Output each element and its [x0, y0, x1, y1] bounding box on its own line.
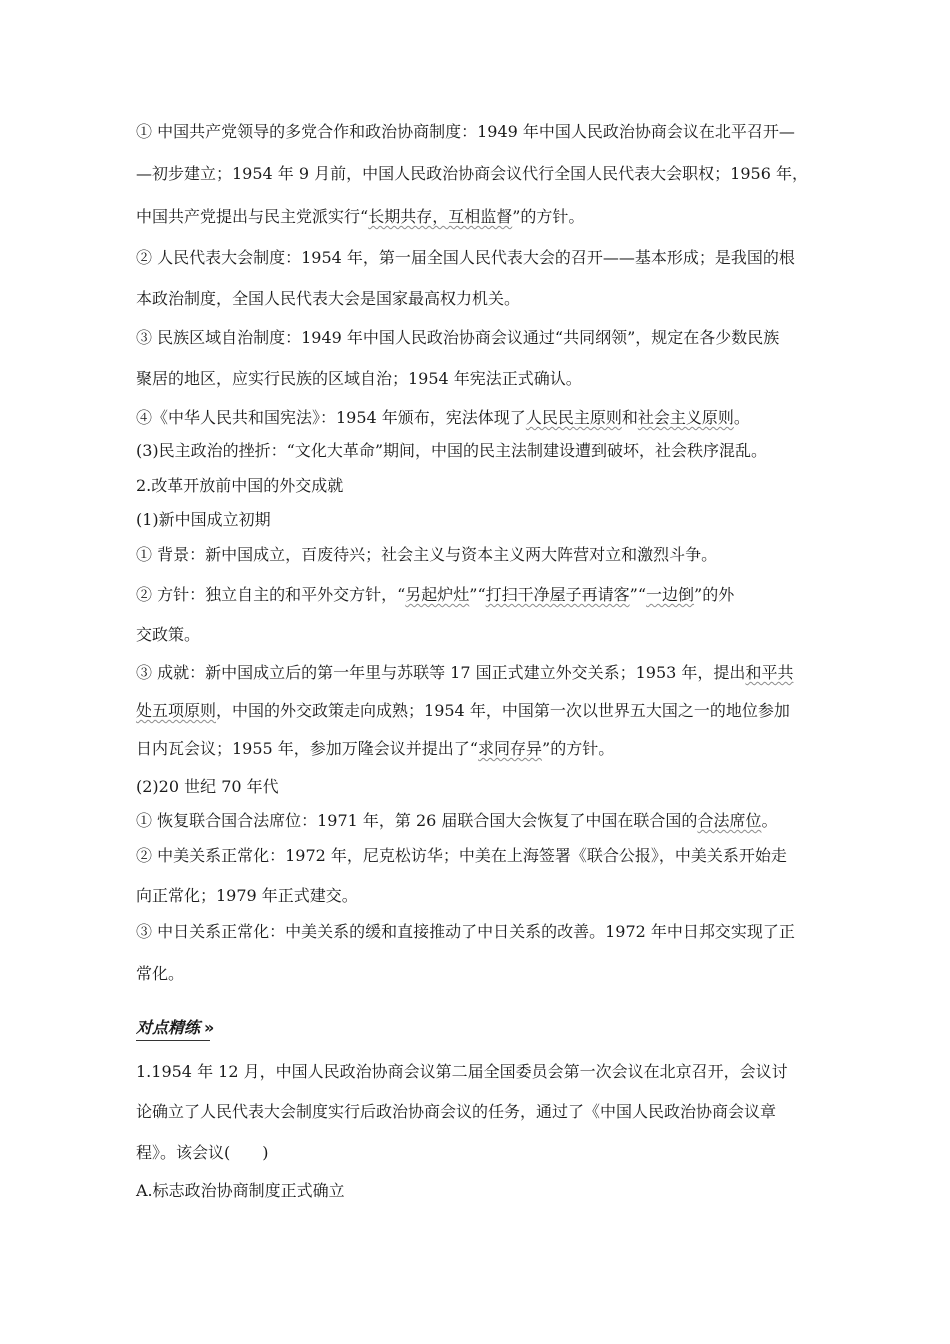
text-line [136, 922, 795, 942]
text-segment: ③ 中日关系正常化：中美关系的缓和直接推动了中日关系的改善。1972 年中日邦交实现了正 [136, 922, 795, 941]
text-segment: ”的方针。 [542, 739, 615, 758]
text-segment: ”的方针。 [512, 207, 585, 226]
emphasized-phrase: 打扫干净屋子再请客 [485, 585, 630, 604]
text-line [136, 663, 793, 683]
emphasized-phrase: 一边倒 [646, 585, 695, 604]
double-chevron-icon: » [204, 1018, 211, 1037]
text-line [136, 441, 767, 461]
emphasized-phrase: 人民民主原则 [525, 408, 622, 427]
text-segment: ”“ [629, 585, 647, 604]
text-line [136, 369, 582, 389]
emphasized-phrase: 处五项原则 [136, 701, 217, 720]
emphasized-phrase: 另起炉灶 [405, 585, 470, 604]
text-line [136, 701, 790, 721]
text-segment: 和 [621, 408, 638, 427]
text-segment: (3)民主政治的挫折：“文化大革命”期间，中国的民主法制建设遭到破坏，社会秩序混乱。 [136, 441, 768, 460]
text-segment: ② 人民代表大会制度：1954 年，第一届全国人民代表大会的召开——基本形成；是我国的根 [136, 248, 795, 267]
text-line [136, 846, 787, 866]
text-segment: ① 恢复联合国合法席位：1971 年，第 26 届联合国大会恢复了中国在联合国的 [136, 811, 698, 830]
text-segment: ④《中华人民共和国宪法》：1954 年颁布，宪法体现了 [136, 408, 526, 427]
emphasized-phrase: 社会主义原则 [637, 408, 734, 427]
text-line [136, 886, 358, 906]
text-segment: ，中国的外交政策走向成熟；1954 年，中国第一次以世界五大国之一的地位参加 [216, 701, 790, 720]
text-line [136, 122, 795, 142]
text-segment: —初步建立；1954 年 9 月前，中国人民政治协商会议代行全国人民代表大会职权；1956 年， [136, 164, 808, 183]
emphasized-phrase: 长期共存，互相监督 [368, 207, 513, 226]
text-line [136, 811, 777, 831]
text-line [136, 408, 750, 428]
question-line: 1.1954 年 12 月，中国人民政治协商会议第二届全国委员会第一次会议在北京召开，会议讨 [136, 1062, 788, 1081]
question-line: 论确立了人民代表大会制度实行后政治协商会议的任务，通过了《中国人民政治协商会议章 [136, 1102, 777, 1121]
emphasized-phrase: 和平共 [745, 663, 794, 682]
text-segment: ”的外 [694, 585, 735, 604]
text-segment: 中国共产党提出与民主党派实行“ [136, 207, 369, 226]
text-line [136, 164, 808, 184]
text-segment: (2)20 世纪 70 年代 [136, 777, 279, 796]
text-segment: 聚居的地区，应实行民族的区域自治；1954 年宪法正式确认。 [136, 369, 582, 388]
emphasized-phrase: 求同存异 [478, 739, 543, 758]
text-line [136, 476, 343, 496]
text-segment: 。 [733, 408, 750, 427]
text-segment: (1)新中国成立初期 [136, 510, 271, 529]
text-line [136, 510, 271, 530]
text-segment: ① 中国共产党领导的多党合作和政治协商制度：1949 年中国人民政治协商会议在北平召开— [136, 122, 795, 141]
text-segment: ① 背景：新中国成立，百废待兴；社会主义与资本主义两大阵营对立和激烈斗争。 [136, 545, 718, 564]
text-segment: 常化。 [136, 964, 185, 983]
text-segment: ③ 成就：新中国成立后的第一年里与苏联等 17 国正式建立外交关系；1953 年，提出 [136, 663, 746, 682]
section-title: 对点精练 [136, 1018, 201, 1037]
text-segment: ”“ [469, 585, 486, 604]
emphasized-phrase: 合法席位 [697, 811, 762, 830]
answer-option-a: A.标志政治协商制度正式确立 [136, 1181, 345, 1200]
section-heading [136, 1018, 210, 1041]
text-line [136, 964, 184, 984]
text-segment: 交政策。 [136, 625, 201, 644]
question-line: 程》。该会议( ) [136, 1143, 269, 1162]
text-line [136, 739, 614, 759]
text-line [136, 585, 734, 605]
text-segment: ③ 民族区域自治制度：1949 年中国人民政治协商会议通过“共同纲领”，规定在各少数民族 [136, 328, 780, 347]
text-segment: 日内瓦会议；1955 年，参加万隆会议并提出了“ [136, 739, 478, 758]
text-line [136, 248, 795, 268]
text-segment: ② 中美关系正常化：1972 年，尼克松访华；中美在上海签署《联合公报》，中美关系开始走 [136, 846, 787, 865]
text-segment: 。 [761, 811, 778, 830]
text-segment: 2.改革开放前中国的外交成就 [136, 476, 344, 495]
text-line [136, 625, 200, 645]
text-line [136, 545, 717, 565]
text-line [136, 289, 520, 309]
text-segment: 向正常化；1979 年正式建交。 [136, 886, 358, 905]
text-line [136, 328, 779, 348]
text-line [136, 777, 279, 797]
text-segment: ② 方针：独立自主的和平外交方针，“ [136, 585, 406, 604]
text-line [136, 207, 584, 227]
text-segment: 本政治制度，全国人民代表大会是国家最高权力机关。 [136, 289, 521, 308]
